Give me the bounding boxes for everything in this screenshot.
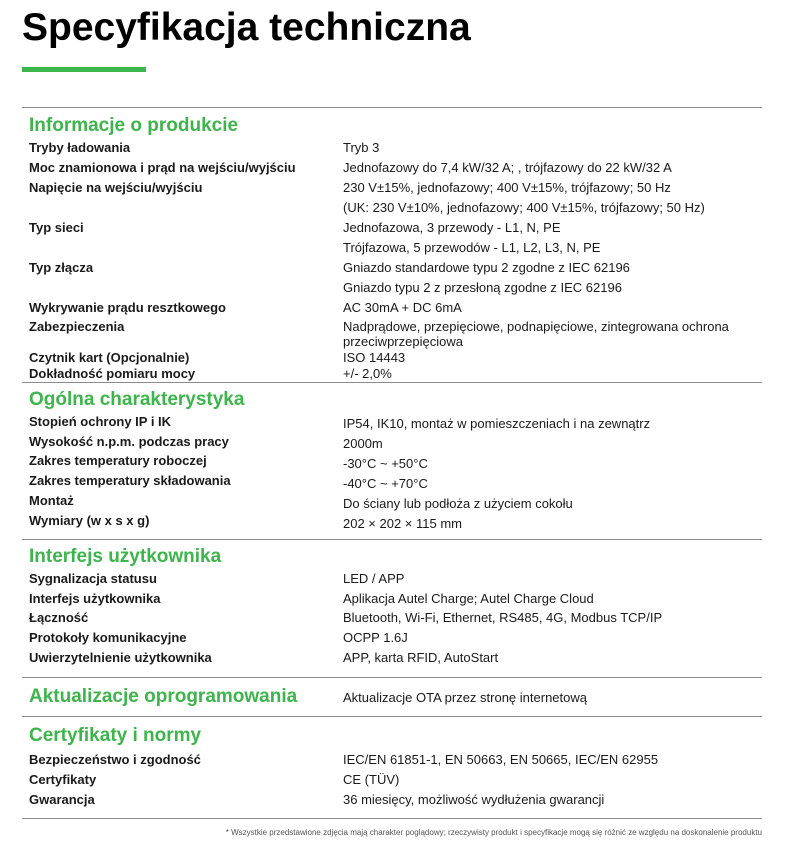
section-heading-certificates: Certyfikaty i normy (29, 725, 202, 746)
divider (22, 539, 762, 540)
spec-value: 202 × 202 × 115 mm (343, 516, 463, 531)
spec-value: Aktualizacje OTA przez stronę internetową (343, 690, 587, 705)
spec-label: Moc znamionowa i prąd na wejściu/wyjściu (29, 160, 296, 175)
spec-label: Montaż (29, 493, 74, 508)
spec-label: Wysokość n.p.m. podczas pracy (29, 434, 229, 449)
spec-label: Stopień ochrony IP i IK (29, 414, 172, 429)
spec-value: IP54, IK10, montaż w pomieszczeniach i na zewnątrz (343, 416, 651, 431)
spec-label: Protokoły komunikacyjne (29, 630, 187, 645)
divider (22, 818, 762, 819)
spec-value: ISO 14443 (343, 350, 406, 365)
spec-label: Wykrywanie prądu resztkowego (29, 300, 226, 315)
spec-value: -40°C ~ +70°C (343, 476, 428, 491)
spec-label: Certyfikaty (29, 772, 97, 787)
spec-label: Napięcie na wejściu/wyjściu (29, 180, 203, 195)
spec-label: Dokładność pomiaru mocy (29, 366, 196, 381)
divider (22, 677, 762, 678)
spec-label: Zakres temperatury roboczej (29, 453, 207, 468)
spec-label: Zakres temperatury składowania (29, 473, 231, 488)
spec-value: Bluetooth, Wi-Fi, Ethernet, RS485, 4G, Modbus TCP/IP (343, 610, 663, 625)
spec-value: 2000m (343, 436, 383, 451)
spec-value: Aplikacja Autel Charge; Autel Charge Cloud (343, 591, 594, 606)
spec-value: OCPP 1.6J (343, 630, 408, 645)
spec-value: APP, karta RFID, AutoStart (343, 650, 499, 665)
divider (22, 382, 762, 383)
spec-label: Typ złącza (29, 260, 94, 275)
spec-label: Uwierzytelnienie użytkownika (29, 650, 212, 665)
page-title: Specyfikacja techniczna (22, 6, 471, 49)
spec-label: Sygnalizacja statusu (29, 571, 157, 586)
spec-value: +/- 2,0% (343, 366, 392, 381)
section-heading-software-updates: Aktualizacje oprogramowania (29, 686, 298, 707)
divider (22, 107, 762, 108)
spec-value: 36 miesięcy, możliwość wydłużenia gwarancji (343, 792, 605, 807)
spec-label: Gwarancja (29, 792, 95, 807)
spec-label: Czytnik kart (Opcjonalnie) (29, 350, 190, 365)
spec-value: Jednofazowy do 7,4 kW/32 A; , trójfazowy do 22 kW/32 A (343, 160, 672, 175)
spec-value: (UK: 230 V±10%, jednofazowy; 400 V±15%, trójfazowy; 50 Hz) (343, 200, 705, 215)
footnote: * Wszystkie przedstawione zdjęcia mają charakter poglądowy; rzeczywisty produkt i specyfikacje mogą się różnić ze względu na doskonalenie produktu (225, 828, 762, 837)
spec-value: Gniazdo typu 2 z przesłoną zgodne z IEC 62196 (343, 280, 622, 295)
spec-label: Łączność (29, 610, 89, 625)
spec-value: CE (TÜV) (343, 772, 400, 787)
title-underline (22, 67, 146, 72)
spec-value: 230 V±15%, jednofazowy; 400 V±15%, trójfazowy; 50 Hz (343, 180, 671, 195)
spec-label: Typ sieci (29, 220, 84, 235)
section-heading-user-interface: Interfejs użytkownika (29, 546, 222, 567)
section-heading-general: Ogólna charakterystyka (29, 389, 245, 410)
spec-value: -30°C ~ +50°C (343, 456, 428, 471)
spec-value: Do ściany lub podłoża z użyciem cokołu (343, 496, 573, 511)
section-heading-product-info: Informacje o produkcie (29, 115, 239, 136)
spec-value: Trójfazowa, 5 przewodów - L1, L2, L3, N, PE (343, 240, 601, 255)
spec-label: Wymiary (w x s x g) (29, 513, 150, 528)
spec-label: Zabezpieczenia (29, 319, 125, 334)
spec-value: Tryb 3 (343, 140, 380, 155)
spec-value: LED / APP (343, 571, 405, 586)
spec-value: Gniazdo standardowe typu 2 zgodne z IEC 62196 (343, 260, 630, 275)
spec-value: Jednofazowa, 3 przewody - L1, N, PE (343, 220, 561, 235)
spec-label: Tryby ładowania (29, 140, 131, 155)
spec-value: IEC/EN 61851-1, EN 50663, EN 50665, IEC/EN 62955 (343, 752, 659, 767)
divider (22, 716, 762, 717)
spec-value: AC 30mA + DC 6mA (343, 300, 462, 315)
spec-value: Nadprądowe, przepięciowe, podnapięciowe, zintegrowana ochrona przeciwprzepięciowa (343, 319, 729, 349)
spec-label: Interfejs użytkownika (29, 591, 161, 606)
spec-label: Bezpieczeństwo i zgodność (29, 752, 201, 767)
